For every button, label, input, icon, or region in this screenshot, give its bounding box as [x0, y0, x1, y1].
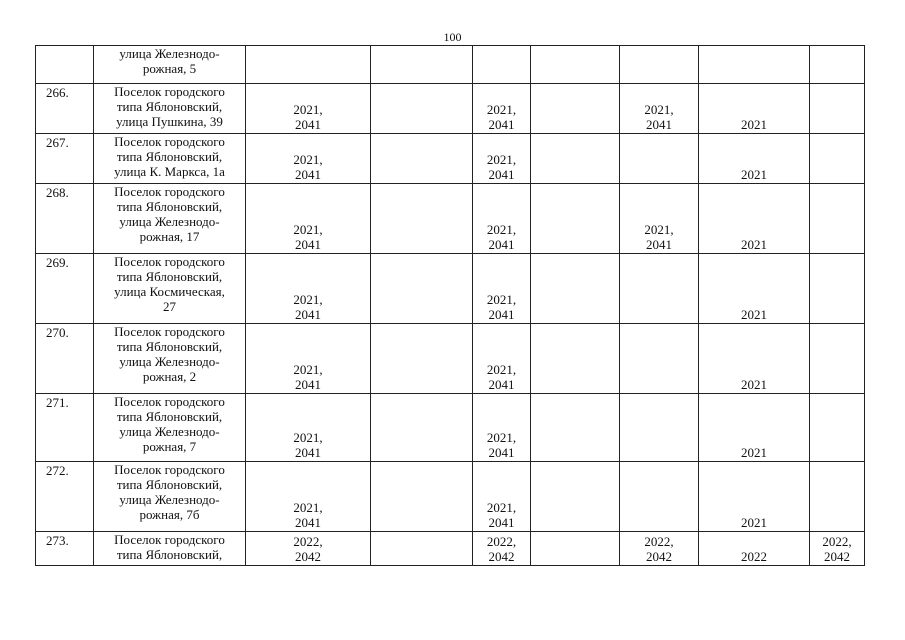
year-cell-c7: [810, 394, 865, 462]
year-cell-c7: [810, 254, 865, 324]
year-cell-c1: [246, 46, 371, 84]
table-row: [36, 394, 865, 462]
page-number: 100: [443, 30, 462, 44]
year-cell-c7: [810, 184, 865, 254]
year-cell-c4: [531, 184, 620, 254]
row-number-cell: 268.: [36, 184, 94, 254]
year-cell-c4: [531, 462, 620, 532]
year-cell-c3: 2022, 2042: [473, 532, 531, 566]
year-cell-c1: 2021, 2041: [246, 254, 371, 324]
year-cell-c2: [371, 324, 473, 394]
address-cell: Поселок городского типа Яблоновский,: [94, 532, 246, 566]
year-cell-c1: 2021, 2041: [246, 184, 371, 254]
year-cell-c4: [531, 394, 620, 462]
address-cell: Поселок городского типа Яблоновский, улица Железнодо- рожная, 7: [94, 394, 246, 462]
year-cell-c5: [620, 462, 699, 532]
year-cell-c5: [620, 394, 699, 462]
table-row: [36, 254, 865, 324]
row-number-cell: 270.: [36, 324, 94, 394]
year-cell-c6: 2021: [699, 324, 810, 394]
year-cell-c6: 2021: [699, 394, 810, 462]
table-row: [36, 184, 865, 254]
year-cell-c2: [371, 134, 473, 184]
year-cell-c7: 2022, 2042: [810, 532, 865, 566]
year-cell-c2: [371, 46, 473, 84]
year-cell-c1: 2021, 2041: [246, 462, 371, 532]
year-cell-c2: [371, 394, 473, 462]
table-row: [36, 324, 865, 394]
year-cell-c1: 2021, 2041: [246, 324, 371, 394]
table-row: [36, 462, 865, 532]
table-row: [36, 84, 865, 134]
year-cell-c4: [531, 254, 620, 324]
year-cell-c1: 2022, 2042: [246, 532, 371, 566]
year-cell-c3: 2021, 2041: [473, 184, 531, 254]
address-cell: Поселок городского типа Яблоновский, улица Железнодо- рожная, 17: [94, 184, 246, 254]
year-cell-c3: 2021, 2041: [473, 134, 531, 184]
year-cell-c2: [371, 184, 473, 254]
year-cell-c5: [620, 46, 699, 84]
table-row: [36, 134, 865, 184]
year-cell-c3: 2021, 2041: [473, 254, 531, 324]
year-cell-c5: [620, 134, 699, 184]
year-cell-c5: 2021, 2041: [620, 184, 699, 254]
year-cell-c3: 2021, 2041: [473, 462, 531, 532]
row-number-cell: 269.: [36, 254, 94, 324]
year-cell-c4: [531, 134, 620, 184]
year-cell-c5: 2022, 2042: [620, 532, 699, 566]
address-cell: Поселок городского типа Яблоновский, улица Железнодо- рожная, 7б: [94, 462, 246, 532]
year-cell-c2: [371, 532, 473, 566]
year-cell-c7: [810, 134, 865, 184]
year-cell-c4: [531, 84, 620, 134]
year-cell-c3: 2021, 2041: [473, 324, 531, 394]
year-cell-c7: [810, 46, 865, 84]
year-cell-c6: [699, 46, 810, 84]
year-cell-c4: [531, 46, 620, 84]
year-cell-c2: [371, 254, 473, 324]
year-cell-c4: [531, 324, 620, 394]
row-number-cell: 271.: [36, 394, 94, 462]
table-body: [36, 46, 865, 566]
table-row: [36, 532, 865, 566]
address-cell: Поселок городского типа Яблоновский, улица Железнодо- рожная, 2: [94, 324, 246, 394]
year-cell-c3: [473, 46, 531, 84]
year-cell-c1: 2021, 2041: [246, 134, 371, 184]
year-cell-c6: 2021: [699, 134, 810, 184]
year-cell-c3: 2021, 2041: [473, 84, 531, 134]
row-number-cell: 267.: [36, 134, 94, 184]
year-cell-c3: 2021, 2041: [473, 394, 531, 462]
year-cell-c7: [810, 324, 865, 394]
row-number-cell: 273.: [36, 532, 94, 566]
year-cell-c5: [620, 254, 699, 324]
table-row: [36, 46, 865, 84]
year-cell-c6: 2021: [699, 462, 810, 532]
year-cell-c7: [810, 84, 865, 134]
address-cell: Поселок городского типа Яблоновский, улица Космическая, 27: [94, 254, 246, 324]
address-cell: Поселок городского типа Яблоновский, улица К. Маркса, 1а: [94, 134, 246, 184]
row-number-cell: 266.: [36, 84, 94, 134]
year-cell-c4: [531, 532, 620, 566]
address-cell: улица Железнодо- рожная, 5: [94, 46, 246, 84]
year-cell-c5: [620, 324, 699, 394]
year-cell-c6: 2021: [699, 184, 810, 254]
year-cell-c7: [810, 462, 865, 532]
year-cell-c6: 2022: [699, 532, 810, 566]
year-cell-c1: 2021, 2041: [246, 84, 371, 134]
schedule-table: [35, 45, 865, 566]
row-number-cell: [36, 46, 94, 84]
year-cell-c6: 2021: [699, 84, 810, 134]
year-cell-c1: 2021, 2041: [246, 394, 371, 462]
year-cell-c6: 2021: [699, 254, 810, 324]
address-cell: Поселок городского типа Яблоновский, улица Пушкина, 39: [94, 84, 246, 134]
year-cell-c2: [371, 84, 473, 134]
year-cell-c5: 2021, 2041: [620, 84, 699, 134]
row-number-cell: 272.: [36, 462, 94, 532]
year-cell-c2: [371, 462, 473, 532]
